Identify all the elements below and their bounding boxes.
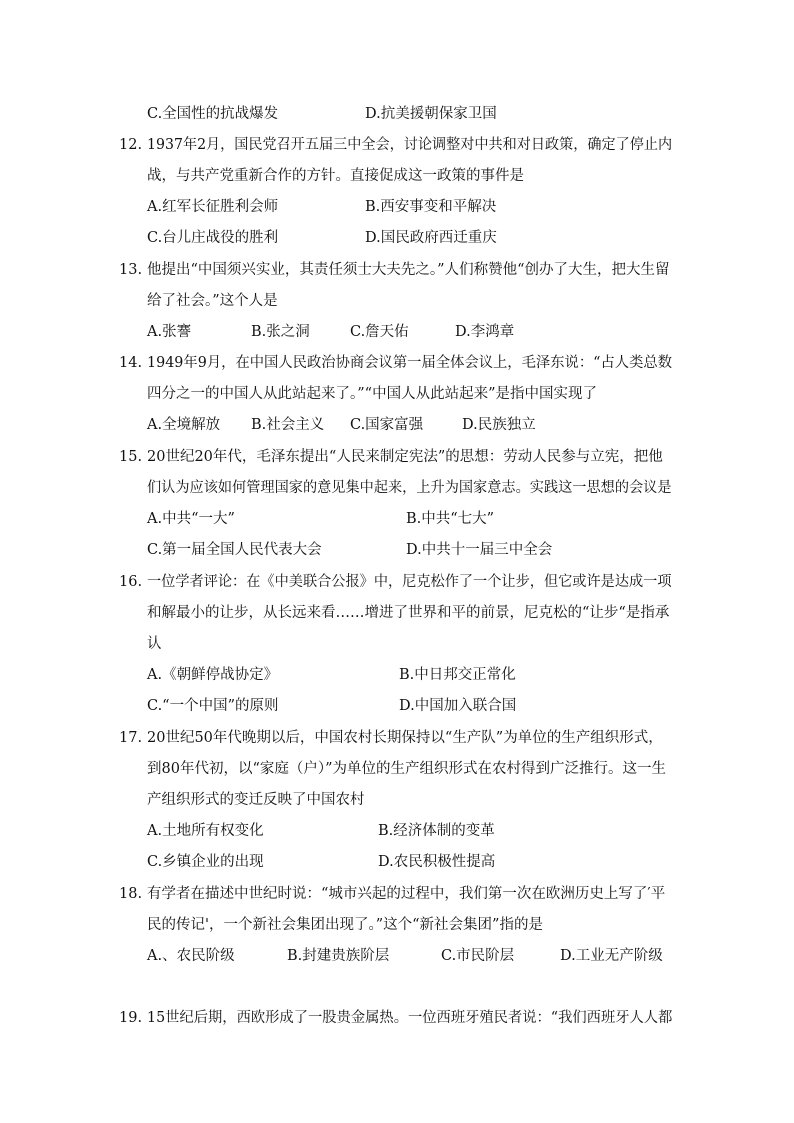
q13-stem-line-2: 给了社会。”这个人是 <box>147 293 278 309</box>
q16-option-b: B.中日邦交正常化 <box>399 667 516 683</box>
q14-option-d: D.民族独立 <box>462 417 536 433</box>
q16-option-c: C.“一个中国”的原则 <box>147 698 279 714</box>
q12-option-d: D.国民政府西迁重庆 <box>365 230 497 246</box>
q18-option-a: A.、农民阶级 <box>147 948 235 964</box>
q13-option-d: D.李鸿章 <box>455 324 515 340</box>
q18-stem-line-1: 有学者在描述中世纪时说：“城市兴起的过程中，我们第一次在欧洲历史上写了′平 <box>147 886 666 902</box>
q13-option-c: C.詹天佑 <box>350 324 409 340</box>
q12-option-b: B.西安事变和平解决 <box>365 199 497 215</box>
q15-option-d: D.中共十一届三中全会 <box>406 542 553 558</box>
q18-option-c: C.市民阶层 <box>441 948 515 964</box>
q19-number: 19. <box>119 1010 143 1026</box>
q14-stem-line-2: 四分之一的中国人从此站起来了。”“中国人从此站起来”是指中国实现了 <box>147 386 597 402</box>
q15-number: 15. <box>119 449 143 465</box>
q11-option-c: C.全国性的抗战爆发 <box>147 106 279 122</box>
q12-stem-line-1: 1937年2月，国民党召开五届三中全会，讨论调整对中共和对日政策，确定了停止内 <box>147 137 673 153</box>
q11-option-d: D.抗美援朝保家卫国 <box>365 106 497 122</box>
q12-number: 12. <box>119 137 143 153</box>
q16-stem-line-3: 认 <box>147 636 162 652</box>
q12-stem-line-2: 战，与共产党重新合作的方针。直接促成这一政策的事件是 <box>147 168 524 184</box>
q18-stem-line-2: 民的传记'，一个新社会集团出现了。”这个“新社会集团”指的是 <box>147 917 543 933</box>
q15-stem-line-1: 20世纪20年代，毛泽东提出“人民来制定宪法”的思想：劳动人民参与立宪，把他 <box>147 449 663 465</box>
q15-option-b: B.中共“七大” <box>406 511 495 527</box>
q16-option-a: A.《朝鲜停战协定》 <box>147 667 279 683</box>
q17-option-a: A.土地所有权变化 <box>147 823 264 839</box>
q13-stem-line-1: 他提出“中国须兴实业，其责任须士大夫先之。”人们称赞他“创办了大生，把大生留 <box>147 262 670 278</box>
q13-option-b: B.张之洞 <box>251 324 310 340</box>
q16-number: 16. <box>119 574 143 590</box>
q18-option-b: B.封建贵族阶层 <box>287 948 390 964</box>
q14-option-b: B.社会主义 <box>251 417 325 433</box>
q13-number: 13. <box>119 262 143 278</box>
q17-option-b: B.经济体制的变革 <box>378 823 495 839</box>
q17-stem-line-3: 产组织形式的变迁反映了中国农村 <box>147 792 365 808</box>
q14-option-a: A.全境解放 <box>147 417 221 433</box>
q18-option-d: D.工业无产阶级 <box>560 948 663 964</box>
q15-option-c: C.第一届全国人民代表大会 <box>147 542 322 558</box>
q17-option-d: D.农民积极性提高 <box>378 854 496 870</box>
q14-number: 14. <box>119 355 143 371</box>
q16-stem-line-2: 和解最小的让步，从长远来看……增进了世界和平的前景，尼克松的“让步“是指承 <box>147 605 670 621</box>
q17-number: 17. <box>119 730 143 746</box>
q16-option-d: D.中国加入联合国 <box>399 698 517 714</box>
q15-option-a: A.中共“一大” <box>147 511 235 527</box>
q18-number: 18. <box>119 886 143 902</box>
q13-option-a: A.张謇 <box>147 324 192 340</box>
q12-option-a: A.红军长征胜利会师 <box>147 199 279 215</box>
q17-stem-line-2: 到80年代初，以“家庭（户）”为单位的生产组织形式在农村得到广泛推行。这一生 <box>147 761 667 777</box>
q17-stem-line-1: 20世纪50年代晚期以后，中国农村长期保持以“生产队”为单位的生产组织形式， <box>147 730 663 746</box>
q17-option-c: C.乡镇企业的出现 <box>147 854 264 870</box>
q14-option-c: C.国家富强 <box>350 417 424 433</box>
q16-stem-line-1: 一位学者评论：在《中美联合公报》中，尼克松作了一个让步，但它或许是达成一项 <box>147 574 672 590</box>
q14-stem-line-1: 1949年9月，在中国人民政治协商会议第一届全体会议上，毛泽东说：“占人类总数 <box>147 355 673 371</box>
q15-stem-line-2: 们认为应该如何管理国家的意见集中起来，上升为国家意志。实践这一思想的会议是 <box>147 480 672 496</box>
q19-stem-line-1: 15世纪后期，西欧形成了一股贵金属热。一位西班牙殖民者说：“我们西班牙人人都 <box>147 1010 673 1026</box>
q12-option-c: C.台儿庄战役的胜利 <box>147 230 279 246</box>
